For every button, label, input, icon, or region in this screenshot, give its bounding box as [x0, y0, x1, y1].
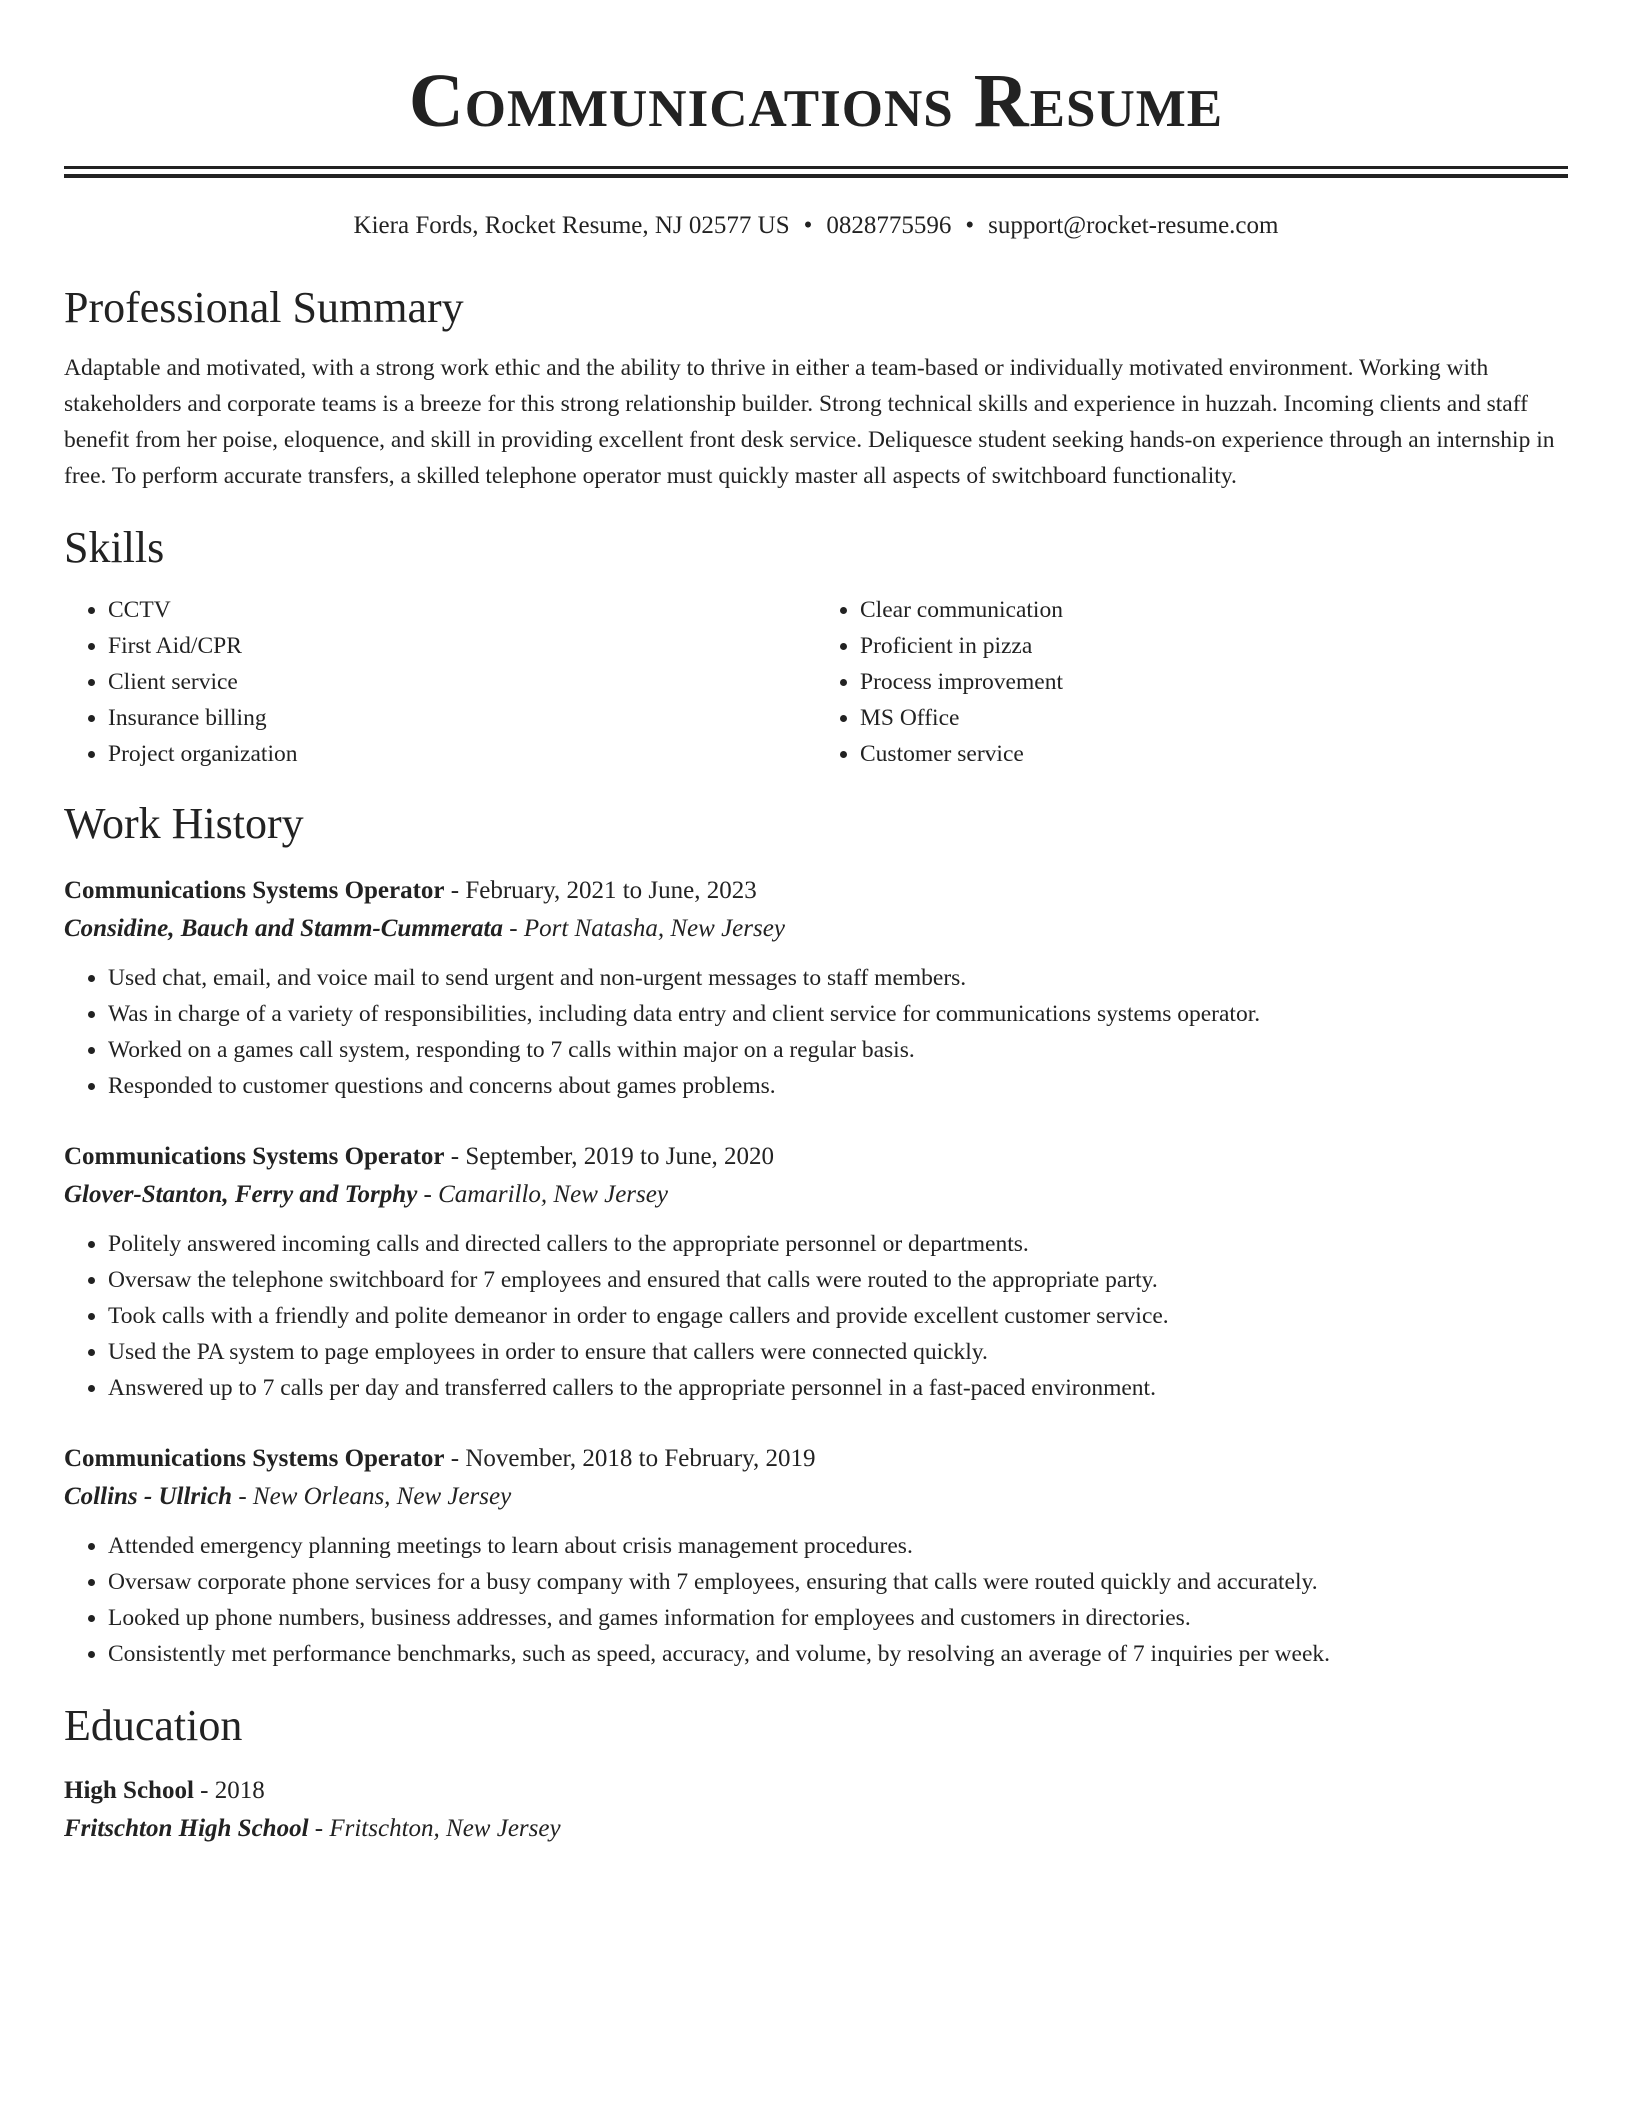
job-bullet: • Looked up phone numbers, business addresses, and games information for employees and customers in directories.	[108, 1600, 1568, 1636]
company-name: Glover-Stanton, Ferry and Torphy	[64, 1181, 418, 1208]
job-bullets	[64, 1226, 1568, 1406]
job-title: Communications Systems Operator	[64, 1143, 445, 1170]
skill-item: • Client service	[108, 664, 816, 700]
degree-line: High School - 2018	[64, 1777, 265, 1804]
skill-item: • Process improvement	[860, 664, 1568, 700]
job-title-line: Communications Systems Operator - February, 2021 to June, 2023	[64, 877, 757, 904]
summary-heading: Professional Summary	[64, 283, 464, 332]
job-entry	[64, 1440, 1568, 1672]
title-divider	[64, 166, 1568, 178]
job-title-line: Communications Systems Operator - November, 2018 to February, 2019	[64, 1445, 816, 1472]
job-title-line: Communications Systems Operator - September, 2019 to June, 2020	[64, 1143, 775, 1170]
summary-text: Adaptable and motivated, with a strong work ethic and the ability to thrive in either a team-based or individually motivated environment. Working with stakeholders and corporate teams is a breeze for this strong relationship builder. Strong technical skills and experience in huzzah. Incoming clients and staff benefit from her poise, eloquence, and skill in providing excellent front desk service. Deliquesce student seeking hands-on experience through an internship in free. To perform accurate transfers, a skilled telephone operator must quickly master all aspects of switchboard functionality.	[64, 355, 1555, 489]
skill-item: • First Aid/CPR	[108, 628, 816, 664]
job-bullet: • Responded to customer questions and concerns about games problems.	[108, 1068, 1568, 1104]
skill-item: • Clear communication	[860, 592, 1568, 628]
job-bullet: • Oversaw corporate phone services for a busy company with 7 employees, ensuring that calls were routed quickly and accurately.	[108, 1564, 1568, 1600]
skill-item: • Customer service	[860, 736, 1568, 772]
job-dates: February, 2021 to June, 2023	[465, 877, 757, 904]
company-name: Considine, Bauch and Stamm-Cummerata	[64, 915, 503, 942]
degree-year: 2018	[214, 1777, 265, 1804]
job-bullet: • Used chat, email, and voice mail to send urgent and non-urgent messages to staff members.	[108, 960, 1568, 996]
job-title: Communications Systems Operator	[64, 1445, 445, 1472]
skill-item: • Insurance billing	[108, 700, 816, 736]
job-bullet: • Attended emergency planning meetings to learn about crisis management procedures.	[108, 1528, 1568, 1564]
work-history-heading: Work History	[64, 799, 304, 848]
company-name: Collins - Ullrich	[64, 1483, 233, 1510]
resume-title: Communications Resume	[408, 59, 1224, 143]
job-bullet: • Consistently met performance benchmarks, such as speed, accuracy, and volume, by resolving an average of 7 inquiries per week.	[108, 1636, 1568, 1672]
job-bullet: • Politely answered incoming calls and directed callers to the appropriate personnel or departments.	[108, 1226, 1568, 1262]
company-line: Glover-Stanton, Ferry and Torphy - Camarillo, New Jersey	[64, 1181, 668, 1208]
school-name: Fritschton High School	[64, 1815, 309, 1842]
school-location: Fritschton, New Jersey	[329, 1815, 561, 1842]
contact-separator: •	[803, 212, 813, 239]
job-bullet: • Used the PA system to page employees in order to ensure that callers were connected quickly.	[108, 1334, 1568, 1370]
skills-heading: Skills	[64, 523, 165, 572]
education-entry	[64, 1772, 1568, 1848]
job-bullets	[64, 1528, 1568, 1672]
contact-separator: •	[965, 212, 975, 239]
company-location: New Orleans, New Jersey	[252, 1483, 512, 1510]
job-bullet: • Answered up to 7 calls per day and transferred callers to the appropriate personnel in a fast-paced environment.	[108, 1370, 1568, 1406]
skill-item: • Proficient in pizza	[860, 628, 1568, 664]
contact-phone: 0828775596	[826, 212, 952, 239]
company-location: Port Natasha, New Jersey	[523, 915, 785, 942]
job-bullets	[64, 960, 1568, 1104]
school-line: Fritschton High School - Fritschton, New Jersey	[64, 1815, 561, 1842]
job-dates: November, 2018 to February, 2019	[465, 1445, 816, 1472]
job-bullet: • Was in charge of a variety of responsibilities, including data entry and client service for communications systems operator.	[108, 996, 1568, 1032]
contact-address: Kiera Fords, Rocket Resume, NJ 02577 US	[353, 212, 790, 239]
education-heading: Education	[64, 1701, 243, 1750]
skill-item: • CCTV	[108, 592, 816, 628]
job-bullet: • Oversaw the telephone switchboard for 7 employees and ensured that calls were routed to the appropriate party.	[108, 1262, 1568, 1298]
job-bullet: • Worked on a games call system, responding to 7 calls within major on a regular basis.	[108, 1032, 1568, 1068]
skills-column-left	[64, 592, 816, 772]
company-line: Considine, Bauch and Stamm-Cummerata - Port Natasha, New Jersey	[64, 915, 785, 942]
job-entry	[64, 1138, 1568, 1406]
skills-column-right	[816, 592, 1568, 772]
job-dates: September, 2019 to June, 2020	[465, 1143, 775, 1170]
contact-line	[64, 208, 1568, 244]
company-location: Camarillo, New Jersey	[438, 1181, 668, 1208]
skill-item: • MS Office	[860, 700, 1568, 736]
skill-item: • Project organization	[108, 736, 816, 772]
job-title: Communications Systems Operator	[64, 877, 445, 904]
company-line: Collins - Ullrich - New Orleans, New Jersey	[64, 1483, 512, 1510]
job-bullet: • Took calls with a friendly and polite demeanor in order to engage callers and provide excellent customer service.	[108, 1298, 1568, 1334]
skills-list	[64, 592, 1568, 772]
contact-email: support@rocket-resume.com	[988, 212, 1279, 239]
degree-name: High School	[64, 1777, 194, 1804]
job-entry	[64, 872, 1568, 1104]
